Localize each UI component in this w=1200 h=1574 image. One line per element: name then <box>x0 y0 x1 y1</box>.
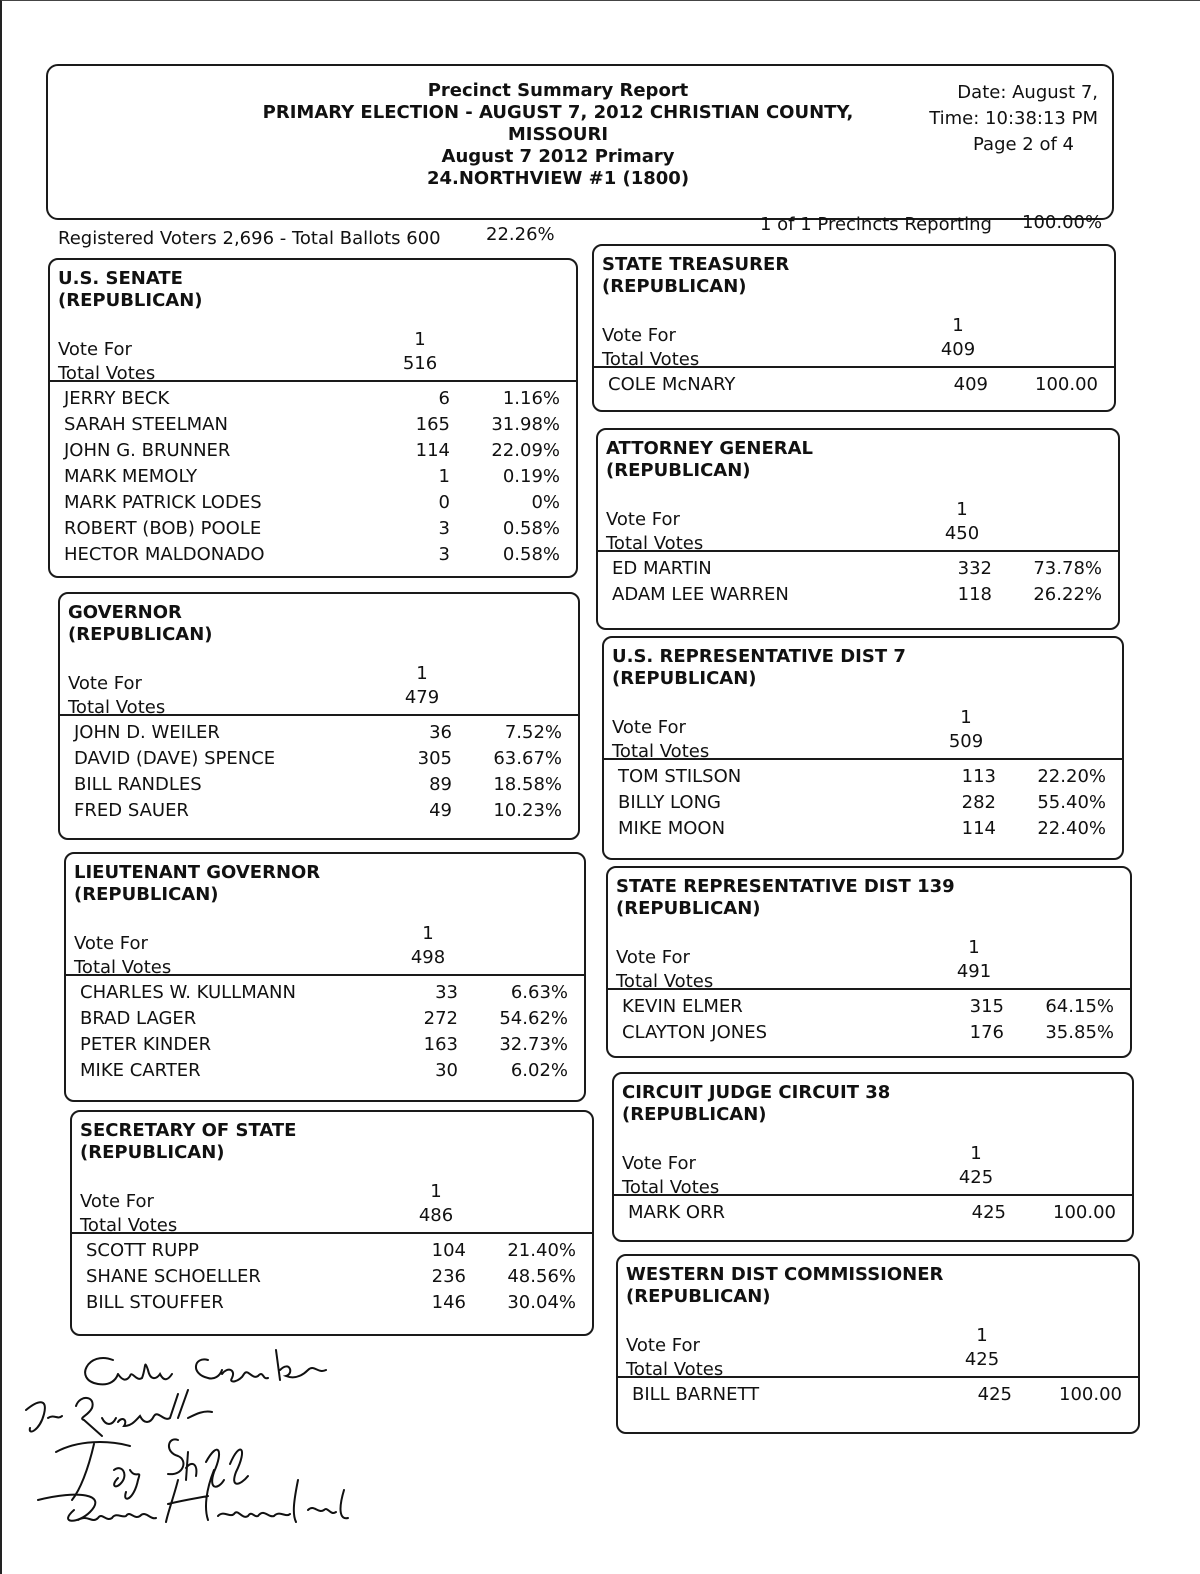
candidate-name: BRAD LAGER <box>80 1008 197 1029</box>
candidate-row <box>66 1008 584 1034</box>
race-title <box>80 1120 296 1164</box>
candidate-name: BILL STOUFFER <box>86 1292 224 1313</box>
report-time: Time: 10:38:13 PM <box>929 108 1098 129</box>
candidate-votes: 114 <box>415 440 450 461</box>
candidate-percent: 18.58% <box>493 774 562 795</box>
candidate-percent: 31.98% <box>491 414 560 435</box>
total-votes-value: 486 <box>418 1205 454 1226</box>
candidate-name: COLE McNARY <box>608 374 736 395</box>
vote-for-label: Vote For <box>622 1153 696 1174</box>
candidate-name: MIKE MOON <box>618 818 726 839</box>
total-votes-value: 450 <box>944 523 980 544</box>
vote-for-value: 1 <box>952 315 964 336</box>
race-party: (REPUBLICAN) <box>602 276 747 297</box>
vote-for-value: 1 <box>956 499 968 520</box>
vote-for-label: Vote For <box>68 673 142 694</box>
candidate-row <box>614 1202 1132 1228</box>
candidate-votes: 146 <box>431 1292 466 1313</box>
total-votes-label: Total Votes <box>616 971 714 992</box>
candidate-percent: 55.40% <box>1037 792 1106 813</box>
candidate-row <box>66 982 584 1008</box>
candidate-percent: 30.04% <box>507 1292 576 1313</box>
race-title <box>626 1264 943 1308</box>
candidate-percent: 0% <box>531 492 560 513</box>
candidate-row <box>604 766 1122 792</box>
candidate-row <box>72 1266 592 1292</box>
candidate-name: PETER KINDER <box>80 1034 212 1055</box>
header-separator <box>50 380 576 382</box>
candidate-name: CHARLES W. KULLMANN <box>80 982 296 1003</box>
candidate-name: MARK PATRICK LODES <box>64 492 262 513</box>
candidate-votes: 409 <box>953 374 988 395</box>
race-office: WESTERN DIST COMMISSIONER <box>626 1264 944 1285</box>
race-title <box>74 862 320 906</box>
vote-for-label: Vote For <box>74 933 148 954</box>
official-signatures <box>18 1340 398 1540</box>
candidate-votes: 165 <box>415 414 450 435</box>
candidate-votes: 1 <box>438 466 450 487</box>
candidate-name: DAVID (DAVE) SPENCE <box>74 748 276 769</box>
race-title <box>616 876 955 920</box>
primary-name: August 7 2012 Primary <box>441 146 675 167</box>
candidate-votes: 236 <box>431 1266 466 1287</box>
vote-for-label: Vote For <box>80 1191 154 1212</box>
candidate-votes: 113 <box>961 766 996 787</box>
total-votes-label: Total Votes <box>58 363 156 384</box>
vote-for-label: Vote For <box>616 947 690 968</box>
candidate-percent: 1.16% <box>502 388 560 409</box>
candidate-name: ROBERT (BOB) POOLE <box>64 518 262 539</box>
registered-voters: Registered Voters 2,696 - Total Ballots 600 <box>58 228 441 249</box>
total-votes-label: Total Votes <box>68 697 166 718</box>
candidate-row <box>72 1240 592 1266</box>
race-office: STATE TREASURER <box>602 254 790 275</box>
candidate-votes: 176 <box>969 1022 1004 1043</box>
candidate-votes: 6 <box>438 388 450 409</box>
candidate-percent: 100.00 <box>1053 1202 1116 1223</box>
total-votes-label: Total Votes <box>74 957 172 978</box>
candidate-percent: 73.78% <box>1033 558 1102 579</box>
race-office: U.S. SENATE <box>58 268 183 289</box>
candidate-name: JERRY BECK <box>64 388 170 409</box>
race-office: SECRETARY OF STATE <box>80 1120 297 1141</box>
race-party: (REPUBLICAN) <box>74 884 219 905</box>
candidate-votes: 315 <box>969 996 1004 1017</box>
candidate-percent: 26.22% <box>1033 584 1102 605</box>
candidate-percent: 100.00 <box>1035 374 1098 395</box>
candidate-percent: 0.58% <box>502 544 560 565</box>
candidate-name: SARAH STEELMAN <box>64 414 228 435</box>
candidate-name: HECTOR MALDONADO <box>64 544 265 565</box>
total-votes-value: 491 <box>956 961 992 982</box>
header-separator <box>608 988 1130 990</box>
candidate-row <box>50 518 576 544</box>
race-box <box>606 866 1132 1058</box>
race-title <box>622 1082 890 1126</box>
candidate-name: SCOTT RUPP <box>86 1240 199 1261</box>
total-votes-value: 479 <box>404 687 440 708</box>
race-party: (REPUBLICAN) <box>68 624 213 645</box>
candidate-name: MARK MEMOLY <box>64 466 198 487</box>
candidate-row <box>66 1060 584 1086</box>
candidate-percent: 32.73% <box>499 1034 568 1055</box>
candidate-name: SHANE SCHOELLER <box>86 1266 261 1287</box>
race-office: STATE REPRESENTATIVE DIST 139 <box>616 876 955 897</box>
header-separator <box>614 1194 1132 1196</box>
vote-for-value: 1 <box>422 923 434 944</box>
candidate-percent: 6.63% <box>510 982 568 1003</box>
candidate-name: KEVIN ELMER <box>622 996 743 1017</box>
vote-for-label: Vote For <box>612 717 686 738</box>
total-votes-value: 509 <box>948 731 984 752</box>
report-header <box>46 64 1114 220</box>
candidate-votes: 114 <box>961 818 996 839</box>
candidate-row <box>60 800 578 826</box>
header-separator <box>66 974 584 976</box>
candidate-votes: 332 <box>957 558 992 579</box>
total-votes-label: Total Votes <box>602 349 700 370</box>
vote-for-label: Vote For <box>58 339 132 360</box>
candidate-votes: 0 <box>438 492 450 513</box>
vote-for-label: Vote For <box>606 509 680 530</box>
candidate-votes: 89 <box>429 774 452 795</box>
candidate-name: JOHN G. BRUNNER <box>64 440 231 461</box>
race-office: ATTORNEY GENERAL <box>606 438 814 459</box>
candidate-percent: 22.40% <box>1037 818 1106 839</box>
vote-for-value: 1 <box>976 1325 988 1346</box>
candidate-percent: 6.02% <box>510 1060 568 1081</box>
race-party: (REPUBLICAN) <box>616 898 761 919</box>
race-office: GOVERNOR <box>68 602 182 623</box>
candidate-percent: 64.15% <box>1045 996 1114 1017</box>
vote-for-value: 1 <box>960 707 972 728</box>
candidate-name: TOM STILSON <box>618 766 742 787</box>
candidate-percent: 48.56% <box>507 1266 576 1287</box>
candidate-name: FRED SAUER <box>74 800 189 821</box>
total-votes-label: Total Votes <box>626 1359 724 1380</box>
report-date: Date: August 7, <box>957 82 1098 103</box>
vote-for-value: 1 <box>970 1143 982 1164</box>
candidate-votes: 282 <box>961 792 996 813</box>
candidate-row <box>50 544 576 570</box>
total-votes-label: Total Votes <box>622 1177 720 1198</box>
candidate-votes: 3 <box>438 518 450 539</box>
header-separator <box>604 758 1122 760</box>
race-title <box>606 438 813 482</box>
vote-for-value: 1 <box>968 937 980 958</box>
total-votes-value: 425 <box>958 1167 994 1188</box>
total-votes-value: 498 <box>410 947 446 968</box>
turnout-percent: 22.26% <box>486 224 555 245</box>
total-votes-label: Total Votes <box>606 533 704 554</box>
report-meta <box>902 80 1102 158</box>
race-box <box>596 428 1120 630</box>
header-separator <box>594 366 1114 368</box>
candidate-name: ED MARTIN <box>612 558 712 579</box>
race-office: U.S. REPRESENTATIVE DIST 7 <box>612 646 906 667</box>
vote-for-value: 1 <box>430 1181 442 1202</box>
vote-for-label: Vote For <box>626 1335 700 1356</box>
candidate-name: CLAYTON JONES <box>622 1022 768 1043</box>
candidate-row <box>50 414 576 440</box>
vote-for-value: 1 <box>414 329 426 350</box>
race-box <box>64 852 586 1102</box>
candidate-percent: 21.40% <box>507 1240 576 1261</box>
race-box <box>592 244 1116 412</box>
candidate-row <box>50 440 576 466</box>
candidate-votes: 33 <box>435 982 458 1003</box>
candidate-percent: 0.19% <box>502 466 560 487</box>
candidate-row <box>60 722 578 748</box>
candidate-percent: 100.00 <box>1059 1384 1122 1405</box>
race-box <box>616 1254 1140 1434</box>
header-separator <box>618 1376 1138 1378</box>
header-separator <box>72 1232 592 1234</box>
candidate-votes: 425 <box>977 1384 1012 1405</box>
candidate-row <box>618 1384 1138 1410</box>
candidate-name: BILL RANDLES <box>74 774 202 795</box>
candidate-name: ADAM LEE WARREN <box>612 584 789 605</box>
candidate-votes: 36 <box>429 722 452 743</box>
race-party: (REPUBLICAN) <box>622 1104 767 1125</box>
candidate-row <box>594 374 1114 400</box>
candidate-row <box>60 748 578 774</box>
precinct-name: 24.NORTHVIEW #1 (1800) <box>426 168 690 189</box>
candidate-votes: 425 <box>971 1202 1006 1223</box>
precincts-reporting-percent: 100.00% <box>1022 212 1103 233</box>
race-title <box>612 646 906 690</box>
race-office: CIRCUIT JUDGE CIRCUIT 38 <box>622 1082 891 1103</box>
candidate-votes: 104 <box>431 1240 466 1261</box>
race-party: (REPUBLICAN) <box>626 1286 771 1307</box>
race-title <box>602 254 789 298</box>
candidate-votes: 272 <box>423 1008 458 1029</box>
race-party: (REPUBLICAN) <box>58 290 203 311</box>
candidate-row <box>598 584 1118 610</box>
candidate-votes: 118 <box>957 584 992 605</box>
candidate-name: MIKE CARTER <box>80 1060 201 1081</box>
candidate-row <box>72 1292 592 1318</box>
vote-for-label: Vote For <box>602 325 676 346</box>
race-box <box>70 1110 594 1336</box>
candidate-row <box>60 774 578 800</box>
report-title: Precinct Summary Report <box>427 80 689 101</box>
candidate-votes: 163 <box>423 1034 458 1055</box>
candidate-name: BILL BARNETT <box>632 1384 760 1405</box>
candidate-row <box>604 818 1122 844</box>
candidate-percent: 0.58% <box>502 518 560 539</box>
race-office: LIEUTENANT GOVERNOR <box>74 862 321 883</box>
race-box <box>612 1072 1134 1242</box>
candidate-percent: 35.85% <box>1045 1022 1114 1043</box>
candidate-percent: 22.20% <box>1037 766 1106 787</box>
race-party: (REPUBLICAN) <box>80 1142 225 1163</box>
race-box <box>602 636 1124 860</box>
header-separator <box>598 550 1118 552</box>
candidate-votes: 49 <box>429 800 452 821</box>
report-title-block <box>238 80 878 190</box>
vote-for-value: 1 <box>416 663 428 684</box>
total-votes-value: 516 <box>402 353 438 374</box>
candidate-percent: 22.09% <box>491 440 560 461</box>
total-votes-label: Total Votes <box>80 1215 178 1236</box>
candidate-name: BILLY LONG <box>618 792 722 813</box>
candidate-row <box>608 1022 1130 1048</box>
total-votes-value: 425 <box>964 1349 1000 1370</box>
candidate-row <box>604 792 1122 818</box>
candidate-row <box>598 558 1118 584</box>
candidate-percent: 63.67% <box>493 748 562 769</box>
election-state: MISSOURI <box>507 124 609 145</box>
candidate-row <box>50 466 576 492</box>
race-box <box>58 592 580 840</box>
precincts-reporting: 1 of 1 Precincts Reporting <box>760 214 992 235</box>
race-party: (REPUBLICAN) <box>606 460 751 481</box>
candidate-percent: 54.62% <box>499 1008 568 1029</box>
candidate-row <box>50 388 576 414</box>
total-votes-label: Total Votes <box>612 741 710 762</box>
race-title <box>68 602 213 646</box>
total-votes-value: 409 <box>940 339 976 360</box>
candidate-name: JOHN D. WEILER <box>74 722 220 743</box>
candidate-name: MARK ORR <box>628 1202 726 1223</box>
candidate-row <box>50 492 576 518</box>
candidate-votes: 3 <box>438 544 450 565</box>
race-title <box>58 268 203 312</box>
candidate-percent: 7.52% <box>504 722 562 743</box>
page-number: Page 2 of 4 <box>973 134 1074 155</box>
election-name: PRIMARY ELECTION - AUGUST 7, 2012 CHRISTIAN COUNTY, <box>262 102 854 123</box>
header-separator <box>60 714 578 716</box>
candidate-votes: 30 <box>435 1060 458 1081</box>
candidate-percent: 10.23% <box>493 800 562 821</box>
race-box <box>48 258 578 578</box>
candidate-votes: 305 <box>417 748 452 769</box>
candidate-row <box>608 996 1130 1022</box>
race-party: (REPUBLICAN) <box>612 668 757 689</box>
candidate-row <box>66 1034 584 1060</box>
